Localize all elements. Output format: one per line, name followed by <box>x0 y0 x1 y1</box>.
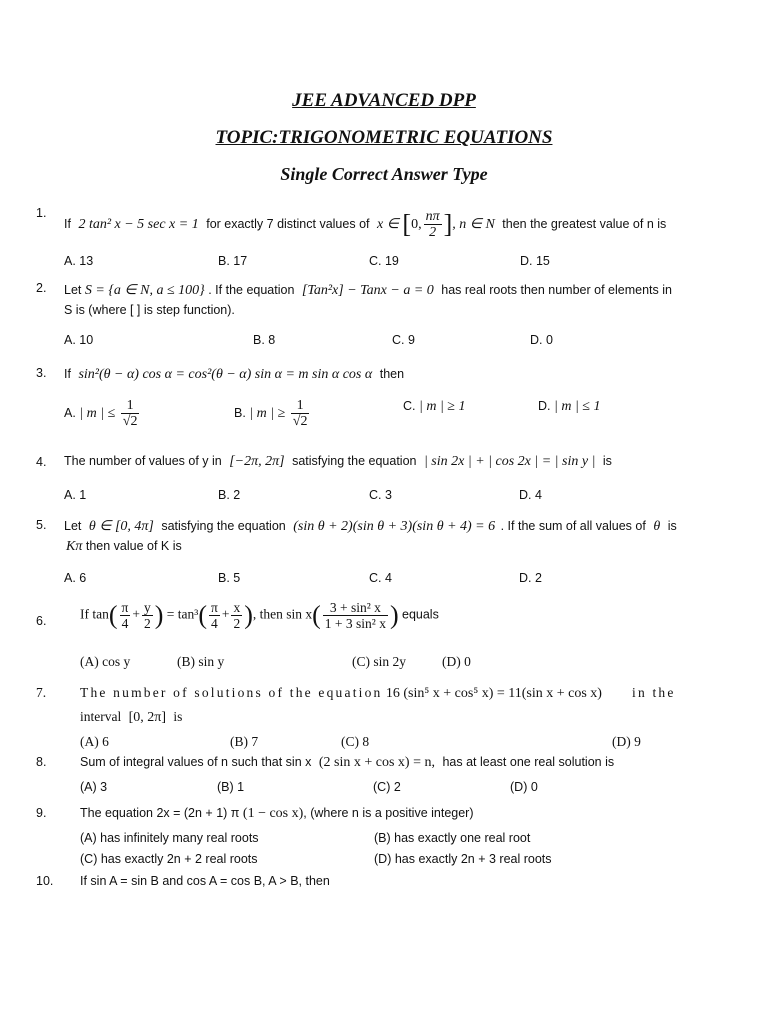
text-fragment: equals <box>402 607 439 622</box>
option-a: A. 1 <box>64 488 87 502</box>
numerator: 1 <box>291 398 310 414</box>
right-paren: ) <box>244 600 253 630</box>
math-expression: | m | ≤ <box>79 405 116 421</box>
topic-title: TOPIC:TRIGONOMETRIC EQUATIONS <box>215 127 553 148</box>
option-d: D. 0 <box>530 333 553 347</box>
option-d: D. 15 <box>520 254 550 268</box>
option-c: C. 19 <box>369 254 399 268</box>
text-fragment: , (where n is a positive integer) <box>303 806 474 820</box>
text-fragment: = tan³ <box>166 606 199 622</box>
math-expression: (sin θ + 2)(sin θ + 3)(sin θ + 4) = 6 <box>293 519 496 534</box>
math-expression: 0, <box>411 216 422 232</box>
question-number: 1. <box>36 206 47 220</box>
question-9-text <box>80 806 474 822</box>
option-c: C. 9 <box>392 333 415 347</box>
math-expression: 2 tan² x − 5 sec x = 1 <box>78 216 199 232</box>
math-expression: | m | ≥ <box>249 405 286 421</box>
math-expression: 16 (sin⁵ x + cos⁵ x) = 11(sin x + cos x) <box>385 686 602 701</box>
option-c: (C) 8 <box>341 734 370 749</box>
text-fragment: satisfying the equation <box>292 454 417 468</box>
math-expression: | sin 2x | + | cos 2x | = | sin y | <box>423 454 596 469</box>
fraction <box>121 398 140 429</box>
question-number: 5. <box>36 518 47 532</box>
math-expression: | m | ≤ 1 <box>553 399 601 414</box>
question-number: 3. <box>36 366 47 380</box>
math-expression: θ ∈ [0, 4π] <box>88 519 154 534</box>
text-fragment: then value of K is <box>85 539 182 553</box>
section-title: Single Correct Answer Type <box>280 164 488 184</box>
numerator: x <box>233 600 241 615</box>
question-2-text <box>64 282 672 299</box>
denominator: 2 <box>143 616 151 631</box>
text-fragment: interval <box>80 709 122 724</box>
fraction <box>291 398 310 429</box>
math-expression: | m | ≥ 1 <box>418 399 466 414</box>
text-fragment: The equation 2x = (2n + 1) π <box>80 806 240 820</box>
plus-sign: + <box>132 606 140 622</box>
plus-sign: + <box>221 606 230 622</box>
text-fragment: If <box>64 367 71 381</box>
text-fragment: If tan <box>80 606 109 622</box>
question-6-text <box>80 600 439 631</box>
option-a: (A) cos y <box>80 654 131 669</box>
text-fragment: . If the equation <box>208 283 295 297</box>
numerator: nπ <box>425 209 440 224</box>
denominator: √2 <box>292 414 308 429</box>
option-label: D. <box>538 399 551 413</box>
option-d: D. 4 <box>519 488 542 502</box>
question-10-text: If sin A = sin B and cos A = cos B, A > B, then <box>80 874 330 888</box>
numerator: π <box>121 600 129 615</box>
text-fragment: Let <box>64 283 82 297</box>
text-fragment: has at least one real solution is <box>442 755 615 769</box>
option-a: (A) 3 <box>80 780 108 794</box>
option-d: (D) 9 <box>612 734 641 749</box>
option-c: (C) sin 2y <box>352 654 406 669</box>
denominator: 4 <box>121 616 129 631</box>
option-d: (D) 0 <box>442 654 471 669</box>
math-expression: S = {a ∈ N, a ≤ 100} <box>84 283 205 298</box>
math-expression: Kπ <box>66 539 83 554</box>
text-fragment: is <box>602 454 612 468</box>
document-title: JEE ADVANCED DPP <box>292 90 476 111</box>
option-b: (B) sin y <box>177 654 225 669</box>
text-fragment: then <box>379 367 405 381</box>
question-7-line-2 <box>80 709 182 726</box>
fraction <box>209 600 220 631</box>
question-8-text <box>80 755 614 771</box>
option-d: D. 2 <box>519 571 542 585</box>
denominator: 4 <box>211 616 218 631</box>
text-fragment: is <box>667 519 677 533</box>
text-fragment: then the greatest value of n is <box>502 216 667 231</box>
text-fragment: for exactly 7 distinct values of <box>206 216 370 231</box>
question-5-text <box>64 518 677 535</box>
math-expression: (1 − cos x) <box>242 806 304 821</box>
option-a <box>64 398 141 429</box>
option-c: (C) 2 <box>373 780 401 794</box>
right-paren: ) <box>389 600 399 630</box>
math-expression: (2 sin x + cos x) = n, <box>318 755 435 770</box>
option-c: (C) has exactly 2n + 2 real roots <box>80 852 258 866</box>
option-a: (A) has infinitely many real roots <box>80 831 259 845</box>
right-paren: ) <box>154 600 164 630</box>
option-a: A. 6 <box>64 571 87 585</box>
option-label: A. <box>64 405 76 420</box>
option-b: (B) 1 <box>217 780 245 794</box>
question-7-text <box>80 685 602 702</box>
text-fragment: is <box>173 709 183 724</box>
text-fragment: Let <box>64 519 82 533</box>
question-4-text <box>64 454 612 470</box>
math-expression: θ <box>653 519 661 534</box>
fraction <box>323 600 388 631</box>
option-b: B. 8 <box>253 333 276 347</box>
numerator: 3 + sin² x <box>323 600 388 616</box>
left-paren: ( <box>108 600 118 630</box>
numerator: y <box>143 600 151 615</box>
fraction <box>120 600 131 631</box>
option-a: A. 10 <box>64 333 94 347</box>
question-number: 10. <box>36 874 54 888</box>
math-expression: [0, 2π] <box>128 710 167 725</box>
question-2-line-2: S is (where [ ] is step function). <box>64 303 235 317</box>
denominator: √2 <box>122 414 138 429</box>
numerator: 1 <box>121 398 140 414</box>
fraction <box>142 600 153 631</box>
denominator: 1 + 3 sin² x <box>324 616 386 631</box>
left-bracket: [ <box>402 209 412 239</box>
option-b: B. 2 <box>218 488 241 502</box>
text-fragment: satisfying the equation <box>161 519 286 533</box>
fraction <box>424 209 442 240</box>
option-d: (D) 0 <box>510 780 538 794</box>
text-fragment: has real roots then number of elements in <box>441 283 672 297</box>
option-a: A. 13 <box>64 254 94 268</box>
left-paren: ( <box>312 600 321 630</box>
denominator: 2 <box>429 225 437 240</box>
text-fragment: The number of values of y in <box>64 454 222 468</box>
option-d <box>538 399 600 415</box>
text-fragment: , then sin x <box>252 606 313 622</box>
question-5-line-2 <box>66 539 182 555</box>
denominator: 2 <box>233 616 241 631</box>
option-b: B. 17 <box>218 254 248 268</box>
option-c <box>403 399 465 415</box>
question-1-text <box>64 209 666 240</box>
question-3-text <box>64 367 404 383</box>
right-bracket: ] <box>443 209 453 239</box>
math-expression: sin²(θ − α) cos α = cos²(θ − α) sin α = m sin α cos α <box>78 367 373 382</box>
math-expression: , n ∈ N <box>452 216 495 232</box>
question-number: 9. <box>36 806 47 820</box>
option-d: (D) has exactly 2n + 3 real roots <box>374 852 552 866</box>
option-b: B. 5 <box>218 571 241 585</box>
option-b <box>234 398 311 429</box>
question-number: 2. <box>36 281 47 295</box>
option-c: C. 3 <box>369 488 392 502</box>
math-expression: [Tan²x] − Tanx − a = 0 <box>301 283 434 298</box>
option-b: (B) has exactly one real root <box>374 831 531 845</box>
question-number: 6. <box>36 614 47 628</box>
text-fragment: Sum of integral values of n such that sin x <box>80 755 312 769</box>
question-number: 7. <box>36 685 47 700</box>
option-label: B. <box>234 405 246 420</box>
math-expression: x ∈ <box>376 216 399 232</box>
option-b: (B) 7 <box>230 734 259 749</box>
question-number: 8. <box>36 755 47 769</box>
question-number: 4. <box>36 455 47 469</box>
text-fragment: . If the sum of all values of <box>500 519 646 533</box>
option-label: C. <box>403 399 416 413</box>
option-a: (A) 6 <box>80 734 109 749</box>
text-fragment: If <box>64 216 71 231</box>
text-fragment: The number of solutions of the equation <box>80 685 383 700</box>
left-paren: ( <box>198 600 207 630</box>
numerator: π <box>210 600 218 615</box>
fraction <box>231 600 242 631</box>
question-7-trailing: in the <box>632 685 676 700</box>
option-c: C. 4 <box>369 571 392 585</box>
math-expression: [−2π, 2π] <box>229 454 285 469</box>
